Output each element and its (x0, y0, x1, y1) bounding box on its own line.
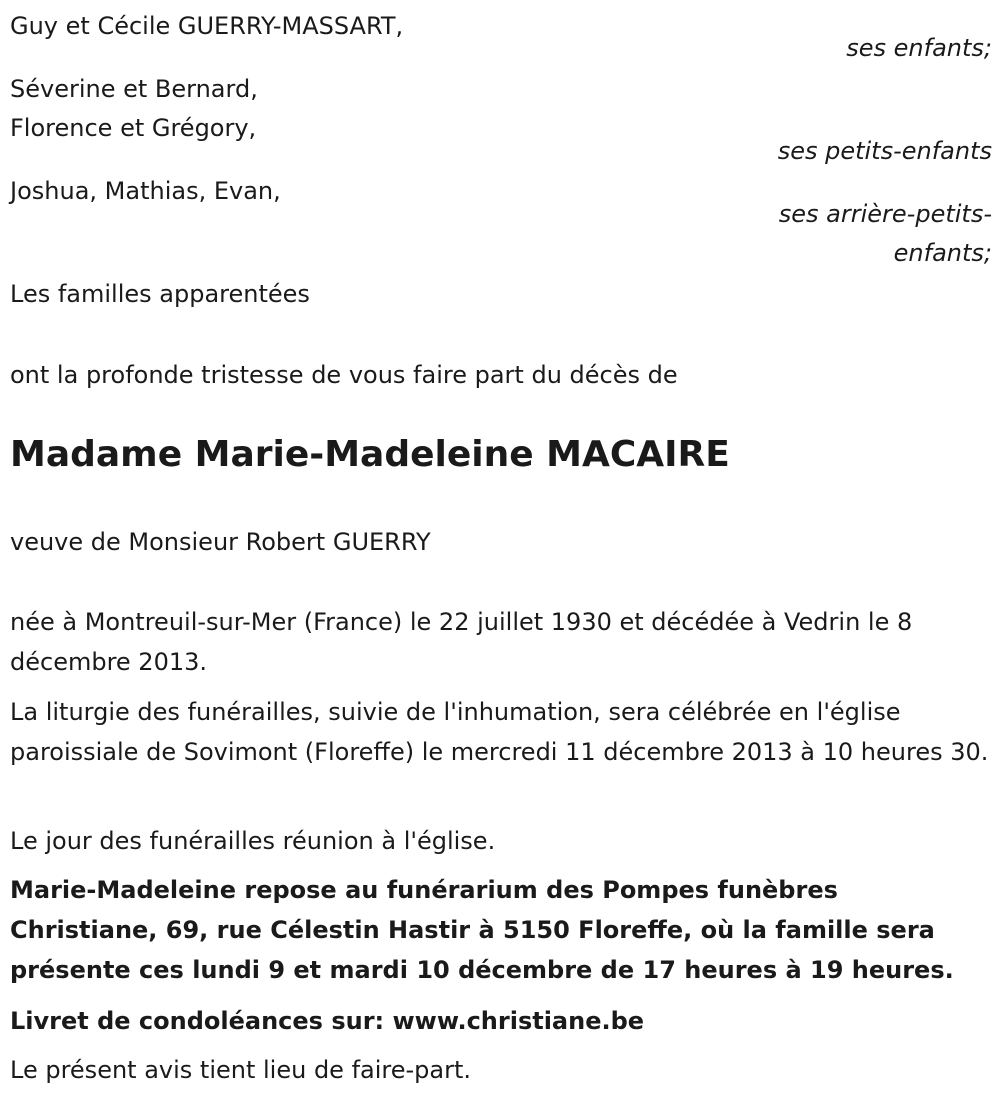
great-grandchildren-role-line-2: enfants; (893, 239, 992, 267)
grandchildren-line-2: Florence et Grégory, (10, 114, 257, 142)
funerarium-paragraph: Marie-Madeleine repose au funérarium des Pompes funèbres Christiane, 69, rue Célestin Hastir à 5150 Floreffe, où la famille sera présente ces lundi 9 et mardi 10 décembre de 17 heures à 19 heures. (10, 876, 954, 984)
great-grandchildren-names: Joshua, Mathias, Evan, (10, 177, 281, 205)
condolences-line: Livret de condoléances sur: www.christiane.be (10, 1007, 645, 1035)
widow-of-line: veuve de Monsieur Robert GUERRY (10, 528, 431, 556)
liturgy-paragraph: La liturgie des funérailles, suivie de l'inhumation, sera célébrée en l'église paroissiale de Sovimont (Floreffe) le mercredi 11 décembre 2013 à 10 heures 30. (10, 698, 989, 766)
grandchildren-role: ses petits-enfants (777, 137, 992, 165)
birth-death-paragraph: née à Montreuil-sur-Mer (France) le 22 juillet 1930 et décédée à Vedrin le 8 décembre 2013. (10, 608, 913, 676)
relatives-line: Les familles apparentées (10, 280, 310, 308)
notice-line: Le présent avis tient lieu de faire-part. (10, 1056, 472, 1084)
children-names: Guy et Cécile GUERRY-MASSART, (10, 12, 404, 40)
great-grandchildren-role-line-1: ses arrière-petits- (778, 200, 992, 228)
meeting-line: Le jour des funérailles réunion à l'église. (10, 827, 496, 855)
deceased-name: Madame Marie-Madeleine MACAIRE (10, 434, 730, 475)
announcement-intro: ont la profonde tristesse de vous faire part du décès de (10, 361, 678, 389)
grandchildren-line-1: Séverine et Bernard, (10, 75, 258, 103)
children-role: ses enfants; (846, 34, 992, 62)
